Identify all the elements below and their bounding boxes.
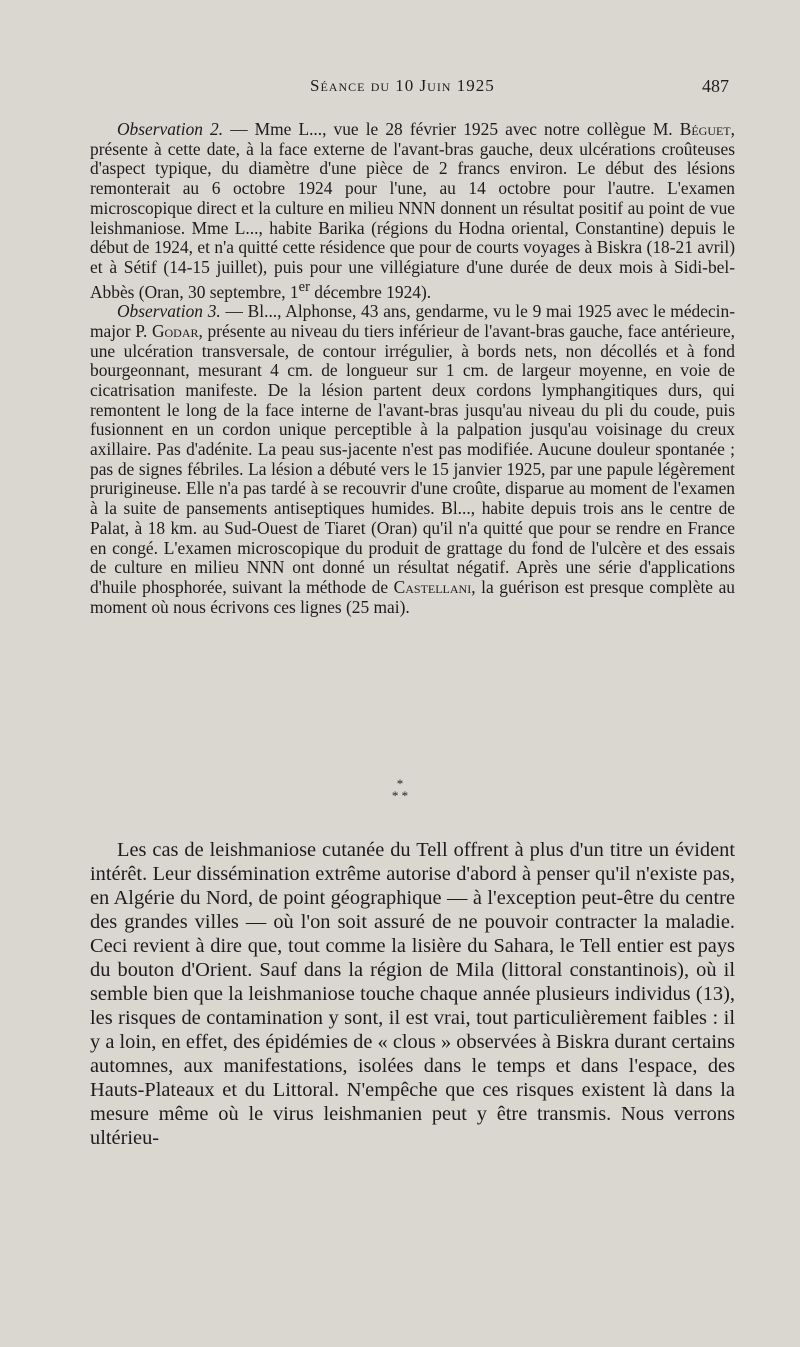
observation-3-text-b: , présente au niveau du tiers inférieur de l'avant-bras gauche, face antérieure, une ulcération transversale, de contour irrégulier, à bords nets, non décollés et à fond bourgeonnant, mesurant 4 cm. de longueur sur 1 cm. de largeur moyenne, en voie de cicatrisation manifeste. De la lésion partent deux cordons lymphangitiques durs, qui remontent le long de la face interne de l'avant-bras jusqu'au niveau du pli du coude, puis fusionnent en un cordon unique perceptible à la palpation jusqu'au voisinage du creux axillaire. Pas d'adénite. La peau sus-jacente n'est pas modifiée. Aucune douleur spontanée ; pas de signes fébriles. La lésion a débuté vers le 15 janvier 1925, par une papule légèrement prurigineuse. Elle n'a pas tardé à se recouvrir d'une croûte, disparue au moment de l'examen à la suite de pansements antiseptiques humides. Bl..., habite depuis trois ans le centre de Palat, à 18 km. au Sud-Ouest de Tiaret (Oran) qu'il n'a quitté que pour se rendre en France en congé. L'examen microscopique du produit de grattage du fond de l'ulcère et des essais de culture en milieu NNN ont donné un résultat négatif. Après une série d'applications d'huile phosphorée, suivant la méthode de (90, 320, 735, 597)
observation-2-label: Observation 2. (117, 119, 224, 139)
superscript-er: er (298, 278, 310, 295)
observation-2-text-b: , présente à cette date, à la face externe de l'avant-bras gauche, deux ulcérations croûteuses d'aspect typique, du diamètre d'une pièce de 2 francs environ. Le début des lésions remonterait au 6 octobre 1924 pour l'une, au 14 octobre pour l'autre. L'examen microscopique direct et la culture en milieu NNN donnent un résultat positif au point de vue leishmaniose. Mme L..., habite Barika (régions du Hodna oriental, Constantine) depuis le début de 1924, et n'a quitté cette résidence que pour de courts voyages à Biskra (18-21 avril) et à Sétif (14-15 juillet), puis pour une villégiature d'une durée de deux mois à Sidi-bel-Abbès (Oran, 30 septembre, 1 (90, 119, 735, 302)
observation-2-text-a: — Mme L..., vue le 28 février 1925 avec notre collègue M. (223, 119, 680, 139)
observation-3-text-a: — Bl..., Alphonse, 43 ans, gendarme, vu le 9 mai 1925 avec le médecin-major P. (90, 301, 735, 341)
page-number: 487 (702, 76, 729, 96)
observation-2-paragraph (90, 120, 735, 302)
running-title: Séance du 10 Juin 1925 (310, 76, 495, 95)
author-name-castellani: Castellani (393, 576, 472, 597)
author-name-godar: Godar (151, 320, 199, 341)
observation-2-text-c: décembre 1924). (309, 281, 432, 302)
discussion-section (90, 838, 735, 1150)
asterism-top: * (396, 776, 404, 791)
observation-3-text-c: , la guérison est presque complète au moment où nous écrivons ces lignes (25 mai). (90, 576, 735, 617)
observation-3-paragraph (90, 302, 735, 617)
author-name-beguet: Béguet (679, 119, 731, 139)
discussion-paragraph: Les cas de leishmaniose cutanée du Tell offrent à plus d'un titre un évident intérêt. Leur dissémination extrême autorise d'abord à penser qu'il n'existe pas, en Algérie du Nord, de point géographique — à l'exception peut-être du centre des grandes villes — où l'on soit assuré de ne pouvoir contracter la maladie. Ceci revient à dire que, tout comme la lisière du Sahara, le Tell entier est pays du bouton d'Orient. Sauf dans la région de Mila (littoral constantinois), où il semble bien que la leishmaniose touche chaque année plusieurs individus (13), les risques de contamination y sont, il est vrai, tout particulièrement faibles : il y a loin, en effet, des épidémies de « clous » observées à Biskra durant certains automnes, aux manifestations, isolées dans le temps et dans l'espace, des Hauts-Plateaux et du Littoral. N'empêche que ces risques existent là dans la mesure même où le virus leishmanien peut y être transmis. Nous verrons ultérieu- (90, 839, 735, 1149)
observation-3-label: Observation 3. (117, 301, 221, 322)
asterism-bottom: * * (391, 788, 409, 803)
section-asterism (0, 778, 800, 802)
running-head (0, 76, 800, 100)
observations-section (90, 120, 735, 617)
